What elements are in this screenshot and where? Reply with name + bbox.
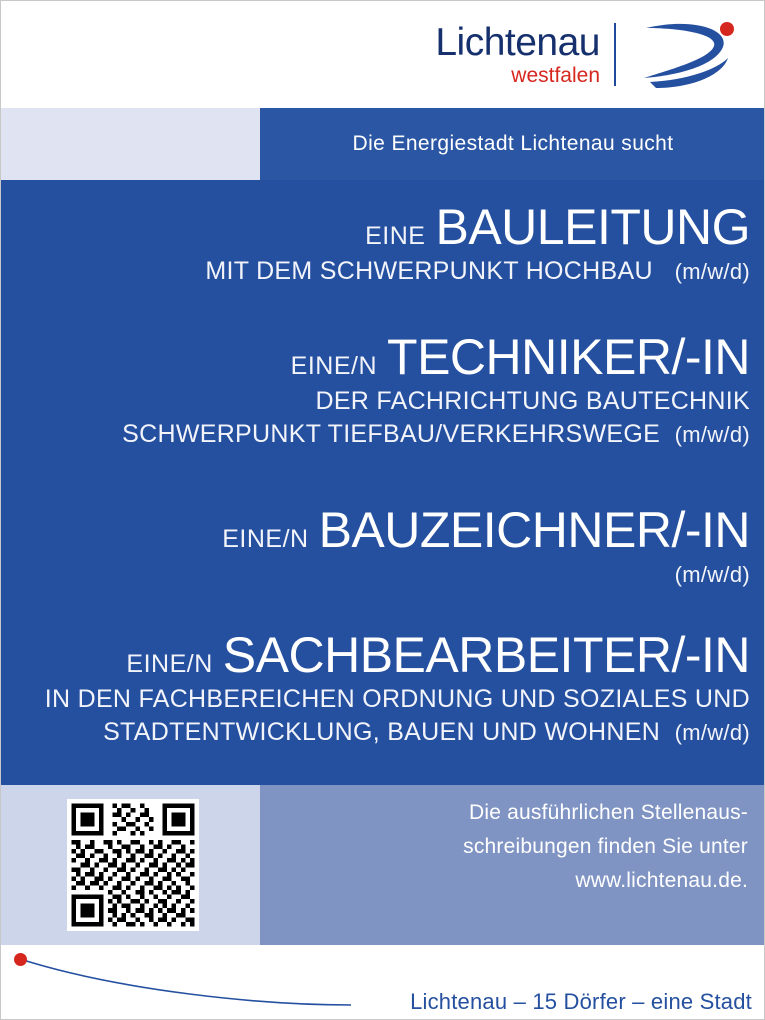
job-entry-bauzeichner [1, 502, 765, 589]
job-detail-2: SCHWERPUNKT TIEFBAU/VERKEHRSWEGE [122, 420, 661, 448]
job-detail-line [1, 560, 750, 589]
logo [435, 18, 748, 92]
logo-city-name: Lichtenau [435, 21, 600, 64]
job-detail-line [1, 387, 750, 416]
info-line-2: schreibungen finden Sie unter [463, 835, 748, 858]
job-title: BAULEITUNG [435, 199, 750, 255]
website-link[interactable]: www.lichtenau.de. [575, 869, 748, 892]
footer-slogan: Lichtenau – 15 Dörfer – eine Stadt [410, 989, 752, 1014]
logo-text [435, 23, 616, 86]
job-detail: MIT DEM SCHWERPUNKT HOCHBAU [205, 257, 653, 285]
job-gender-note: (m/w/d) [674, 422, 750, 447]
job-prefix: EINE/N [222, 525, 309, 553]
subheader-text: Die Energiestadt Lichtenau sucht [352, 132, 674, 155]
job-detail-line [1, 685, 750, 714]
job-detail-line-2 [1, 718, 750, 747]
subheader-band-blue [260, 108, 765, 180]
job-gender-note: (m/w/d) [674, 720, 750, 745]
job-prefix: EINE [365, 222, 426, 250]
footer-dot-icon [14, 953, 27, 966]
info-strip [1, 785, 765, 945]
subheader-band [1, 108, 765, 180]
job-title-line [1, 502, 750, 558]
info-line-1: Die ausführlichen Stellenaus- [469, 801, 748, 824]
job-entry-techniker [1, 329, 765, 449]
job-title: SACHBEARBEITER/-IN [222, 627, 750, 683]
info-text-block [260, 785, 765, 945]
job-prefix: EINE/N [290, 352, 378, 380]
job-prefix: EINE/N [126, 650, 213, 678]
job-title: BAUZEICHNER/-IN [318, 502, 750, 558]
swoosh-logo-icon [628, 18, 748, 92]
job-title: TECHNIKER/-IN [387, 329, 750, 385]
job-detail-line-2 [1, 420, 750, 449]
job-detail: DER FACHRICHTUNG BAUTECHNIK [315, 387, 750, 415]
job-title-line [1, 329, 750, 385]
job-gender-note: (m/w/d) [674, 259, 750, 284]
job-title-line [1, 627, 750, 683]
logo-region-name: westfalen [511, 64, 600, 87]
job-title-line [1, 199, 750, 255]
job-list [1, 180, 765, 785]
qr-code[interactable] [63, 799, 203, 931]
poster-header [1, 1, 765, 108]
job-gender-note: (m/w/d) [674, 562, 750, 587]
poster-footer [1, 945, 765, 1020]
job-detail-line [1, 257, 750, 286]
job-detail-2: STADTENTWICKLUNG, BAUEN UND WOHNEN [103, 718, 661, 746]
job-entry-sachbearbeiter [1, 627, 765, 747]
job-entry-bauleitung [1, 199, 765, 286]
job-detail: IN DEN FACHBEREICHEN ORDNUNG UND SOZIALES UND [44, 685, 750, 713]
